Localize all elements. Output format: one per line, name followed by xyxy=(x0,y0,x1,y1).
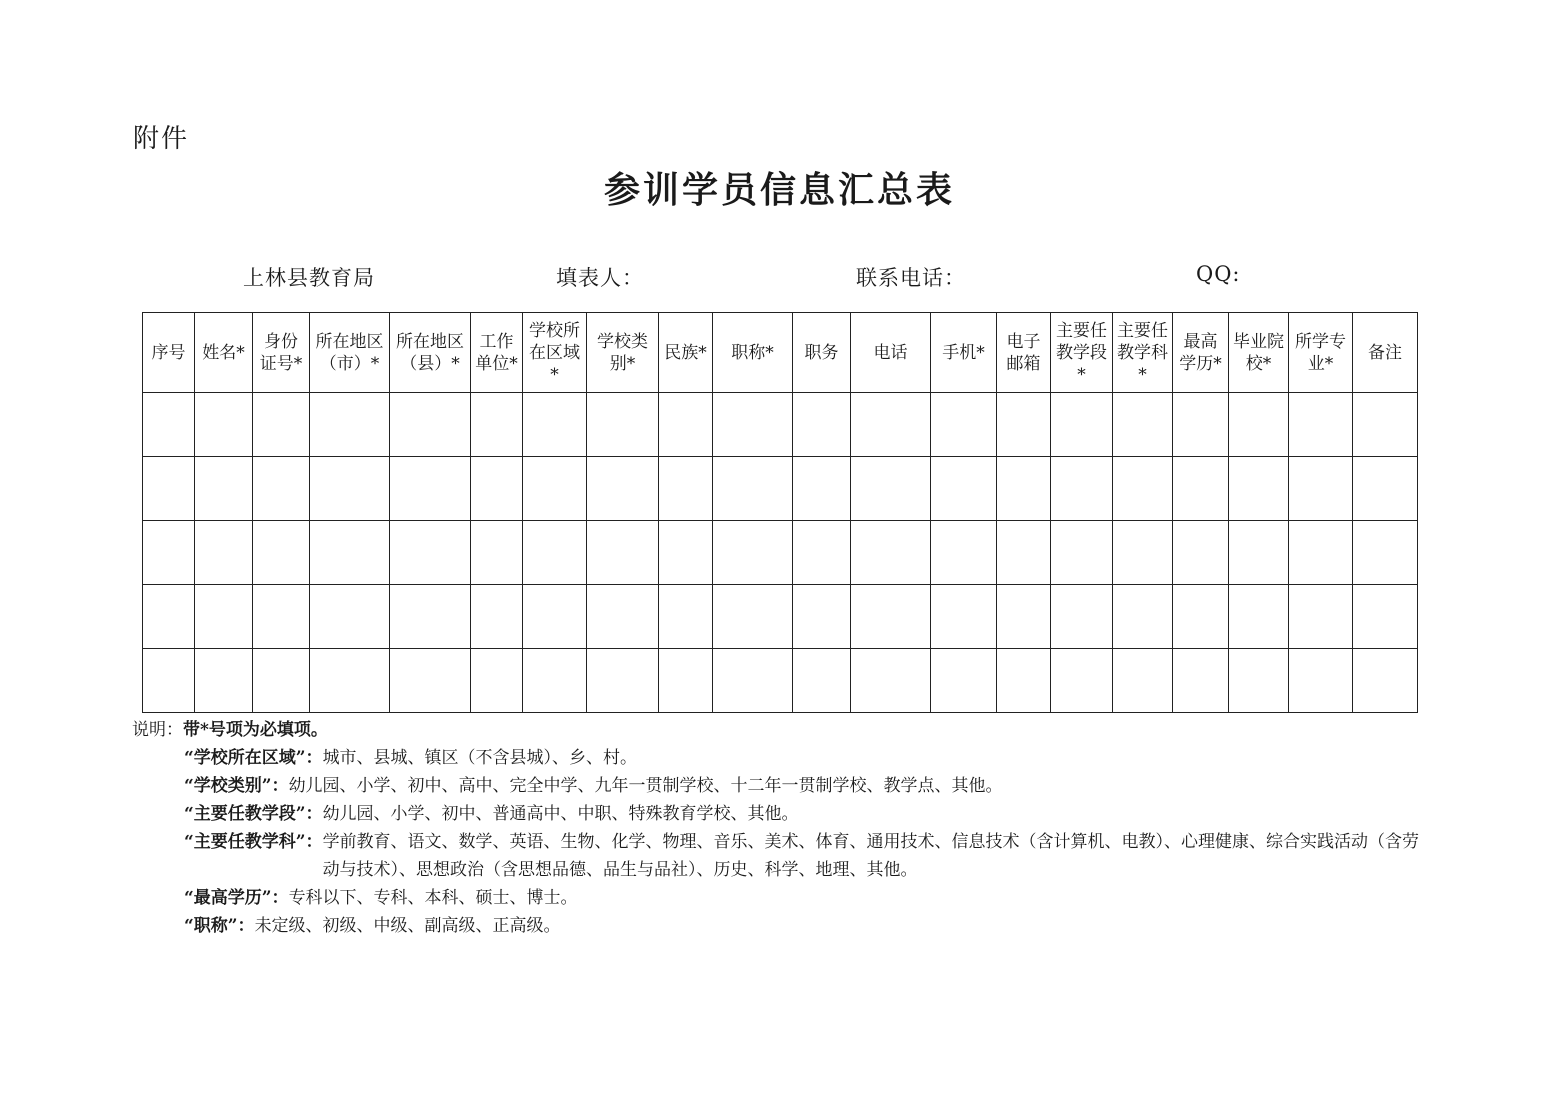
note-key: “学校类别”： xyxy=(184,776,289,796)
table-row xyxy=(143,521,1418,585)
column-header xyxy=(1113,313,1173,393)
table-cell[interactable] xyxy=(523,585,587,649)
table-cell[interactable] xyxy=(1289,457,1353,521)
table-cell[interactable] xyxy=(851,393,931,457)
table-cell[interactable] xyxy=(310,457,390,521)
column-header-label: 序号 xyxy=(151,342,186,363)
note-item xyxy=(132,772,1432,800)
table-cell[interactable] xyxy=(143,649,195,713)
table-cell[interactable] xyxy=(253,585,310,649)
table-cell[interactable] xyxy=(1113,393,1173,457)
column-header-label: 职称* xyxy=(731,342,774,363)
table-row xyxy=(143,393,1418,457)
column-header xyxy=(997,313,1051,393)
note-key: “最高学历”： xyxy=(184,888,289,908)
page-title: 参训学员信息汇总表 xyxy=(603,169,955,211)
column-header xyxy=(195,313,253,393)
table-cell[interactable] xyxy=(1229,649,1289,713)
table-cell[interactable] xyxy=(471,457,523,521)
note-key: “主要任教学段”： xyxy=(184,804,323,824)
column-header-label: 所在地区 （县）* xyxy=(396,331,464,374)
table-cell[interactable] xyxy=(851,457,931,521)
column-header-label: 电子 邮箱 xyxy=(1006,331,1041,374)
table-cell[interactable] xyxy=(659,393,713,457)
note-item xyxy=(132,828,1432,884)
table-cell[interactable] xyxy=(659,521,713,585)
column-header xyxy=(659,313,713,393)
column-header xyxy=(713,313,793,393)
table-cell[interactable] xyxy=(1353,521,1418,585)
column-header-label: 最高 学历* xyxy=(1179,331,1222,374)
notes-intro-text: 带*号项为必填项。 xyxy=(183,720,328,740)
note-item xyxy=(132,912,1432,940)
column-header-label: 主要任 教学段 * xyxy=(1056,320,1107,385)
note-key: “主要任教学科”： xyxy=(184,832,323,852)
table-cell[interactable] xyxy=(997,521,1051,585)
table-cell[interactable] xyxy=(1289,521,1353,585)
notes-section xyxy=(132,716,1432,940)
table-cell[interactable] xyxy=(1289,649,1353,713)
column-header xyxy=(587,313,659,393)
qq-label: QQ: xyxy=(1196,262,1241,286)
table-cell[interactable] xyxy=(997,649,1051,713)
column-header-label: 备注 xyxy=(1368,342,1402,363)
column-header-label: 所学专 业* xyxy=(1295,331,1346,374)
table-cell[interactable] xyxy=(1113,585,1173,649)
trainee-info-table xyxy=(142,312,1418,713)
table-cell[interactable] xyxy=(851,585,931,649)
table-cell[interactable] xyxy=(1051,649,1113,713)
table-cell[interactable] xyxy=(793,521,851,585)
table-cell[interactable] xyxy=(310,649,390,713)
table-cell[interactable] xyxy=(713,649,793,713)
table-cell[interactable] xyxy=(310,585,390,649)
column-header-label: 电话 xyxy=(873,342,908,363)
note-key: “职称”： xyxy=(184,916,255,936)
table-cell[interactable] xyxy=(1051,393,1113,457)
table-cell[interactable] xyxy=(793,585,851,649)
table-cell[interactable] xyxy=(1353,585,1418,649)
table-cell[interactable] xyxy=(471,585,523,649)
column-header xyxy=(523,313,587,393)
column-header xyxy=(143,313,195,393)
table-cell[interactable] xyxy=(390,457,471,521)
table-cell[interactable] xyxy=(587,649,659,713)
table-cell[interactable] xyxy=(523,649,587,713)
column-header xyxy=(253,313,310,393)
table-cell[interactable] xyxy=(1173,457,1229,521)
table-cell[interactable] xyxy=(195,649,253,713)
table-cell[interactable] xyxy=(793,393,851,457)
table-cell[interactable] xyxy=(310,521,390,585)
column-header xyxy=(471,313,523,393)
column-header xyxy=(931,313,997,393)
table-cell[interactable] xyxy=(253,649,310,713)
organization-name: 上林县教育局 xyxy=(243,266,375,290)
table-cell[interactable] xyxy=(390,585,471,649)
table-cell[interactable] xyxy=(1353,649,1418,713)
table-cell[interactable] xyxy=(471,521,523,585)
table-cell[interactable] xyxy=(587,521,659,585)
table-cell[interactable] xyxy=(195,585,253,649)
notes-intro-label: 说明： xyxy=(132,720,183,740)
note-value: 未定级、初级、中级、副高级、正高级。 xyxy=(254,916,561,936)
table-cell[interactable] xyxy=(587,457,659,521)
table-cell[interactable] xyxy=(851,521,931,585)
column-header-label: 民族* xyxy=(664,342,707,363)
column-header xyxy=(390,313,471,393)
table-cell[interactable] xyxy=(587,585,659,649)
notes-intro xyxy=(132,716,1432,744)
table-cell[interactable] xyxy=(390,521,471,585)
table-cell[interactable] xyxy=(390,649,471,713)
table-cell[interactable] xyxy=(1289,585,1353,649)
table-row xyxy=(143,649,1418,713)
table-cell[interactable] xyxy=(310,393,390,457)
table-cell[interactable] xyxy=(713,457,793,521)
table-cell[interactable] xyxy=(1051,585,1113,649)
note-value: 幼儿园、小学、初中、高中、完全中学、九年一贯制学校、十二年一贯制学校、教学点、其他。 xyxy=(288,776,1003,796)
table-cell[interactable] xyxy=(1113,649,1173,713)
note-value: 学前教育、语文、数学、英语、生物、化学、物理、音乐、美术、体育、通用技术、信息技术（含计算机、电教）、心理健康、综合实践活动（含劳动与技术）、思想政治（含思想品德、品生与品社）、历史、科学、地理、其他。 xyxy=(322,832,1420,880)
table-cell[interactable] xyxy=(195,393,253,457)
table-cell[interactable] xyxy=(253,457,310,521)
column-header xyxy=(1051,313,1113,393)
table-cell[interactable] xyxy=(1051,457,1113,521)
table-cell[interactable] xyxy=(931,585,997,649)
table-cell[interactable] xyxy=(931,521,997,585)
table-cell[interactable] xyxy=(659,457,713,521)
column-header-label: 姓名* xyxy=(202,342,245,363)
column-header xyxy=(1353,313,1418,393)
filler-label: 填表人： xyxy=(556,266,644,290)
table-cell[interactable] xyxy=(931,393,997,457)
column-header xyxy=(1229,313,1289,393)
table-cell[interactable] xyxy=(471,649,523,713)
column-header-label: 手机* xyxy=(942,342,985,363)
table-cell[interactable] xyxy=(523,393,587,457)
table-cell[interactable] xyxy=(143,393,195,457)
table-cell[interactable] xyxy=(523,457,587,521)
table-cell[interactable] xyxy=(523,521,587,585)
table-cell[interactable] xyxy=(143,457,195,521)
table-cell[interactable] xyxy=(1353,457,1418,521)
table-cell[interactable] xyxy=(1229,521,1289,585)
table-cell[interactable] xyxy=(390,393,471,457)
attachment-label: 附件 xyxy=(133,124,190,154)
column-header-label: 工作 单位* xyxy=(475,331,518,374)
table-cell[interactable] xyxy=(997,585,1051,649)
table-cell[interactable] xyxy=(1229,457,1289,521)
note-value: 城市、县城、镇区（不含县城）、乡、村。 xyxy=(322,748,638,768)
column-header-label: 主要任 教学科 * xyxy=(1117,320,1168,385)
table-cell[interactable] xyxy=(793,457,851,521)
table-cell[interactable] xyxy=(997,457,1051,521)
table-cell[interactable] xyxy=(143,585,195,649)
table-cell[interactable] xyxy=(143,521,195,585)
column-header-label: 身份 证号* xyxy=(259,331,303,374)
table-cell[interactable] xyxy=(1051,521,1113,585)
table-cell[interactable] xyxy=(1229,393,1289,457)
note-item xyxy=(132,884,1432,912)
table-cell[interactable] xyxy=(587,393,659,457)
table-cell[interactable] xyxy=(659,649,713,713)
table-cell[interactable] xyxy=(1113,457,1173,521)
column-header-label: 所在地区 （市）* xyxy=(315,331,384,374)
table-cell[interactable] xyxy=(713,585,793,649)
table-cell[interactable] xyxy=(793,649,851,713)
table-cell[interactable] xyxy=(195,457,253,521)
table-cell[interactable] xyxy=(931,649,997,713)
note-key: “学校所在区域”： xyxy=(184,748,323,768)
table-cell[interactable] xyxy=(997,393,1051,457)
table-cell[interactable] xyxy=(1173,393,1229,457)
table-cell[interactable] xyxy=(1289,393,1353,457)
column-header xyxy=(793,313,851,393)
table-cell[interactable] xyxy=(471,393,523,457)
table-cell[interactable] xyxy=(1173,649,1229,713)
note-value: 专科以下、专科、本科、硕士、博士。 xyxy=(288,888,578,908)
table-cell[interactable] xyxy=(713,521,793,585)
table-row xyxy=(143,585,1418,649)
column-header-label: 学校所 在区域 * xyxy=(529,320,580,385)
table-row xyxy=(143,457,1418,521)
column-header-label: 职务 xyxy=(804,342,839,363)
note-item xyxy=(132,744,1432,772)
column-header xyxy=(1289,313,1353,393)
table-cell[interactable] xyxy=(253,521,310,585)
column-header xyxy=(851,313,931,393)
table-cell[interactable] xyxy=(1353,393,1418,457)
table-cell[interactable] xyxy=(713,393,793,457)
table-header-row xyxy=(143,313,1418,393)
column-header-label: 学校类 别* xyxy=(597,331,648,374)
table-cell[interactable] xyxy=(1229,585,1289,649)
column-header xyxy=(1173,313,1229,393)
note-value: 幼儿园、小学、初中、普通高中、中职、特殊教育学校、其他。 xyxy=(322,804,799,824)
table-cell[interactable] xyxy=(253,393,310,457)
table-cell[interactable] xyxy=(851,649,931,713)
column-header xyxy=(310,313,390,393)
note-item xyxy=(132,800,1432,828)
column-header-label: 毕业院 校* xyxy=(1233,331,1284,374)
table-cell[interactable] xyxy=(1173,521,1229,585)
phone-label: 联系电话： xyxy=(856,266,966,290)
table-cell[interactable] xyxy=(1113,521,1173,585)
table-cell[interactable] xyxy=(659,585,713,649)
table-cell[interactable] xyxy=(195,521,253,585)
table-cell[interactable] xyxy=(931,457,997,521)
table-cell[interactable] xyxy=(1173,585,1229,649)
